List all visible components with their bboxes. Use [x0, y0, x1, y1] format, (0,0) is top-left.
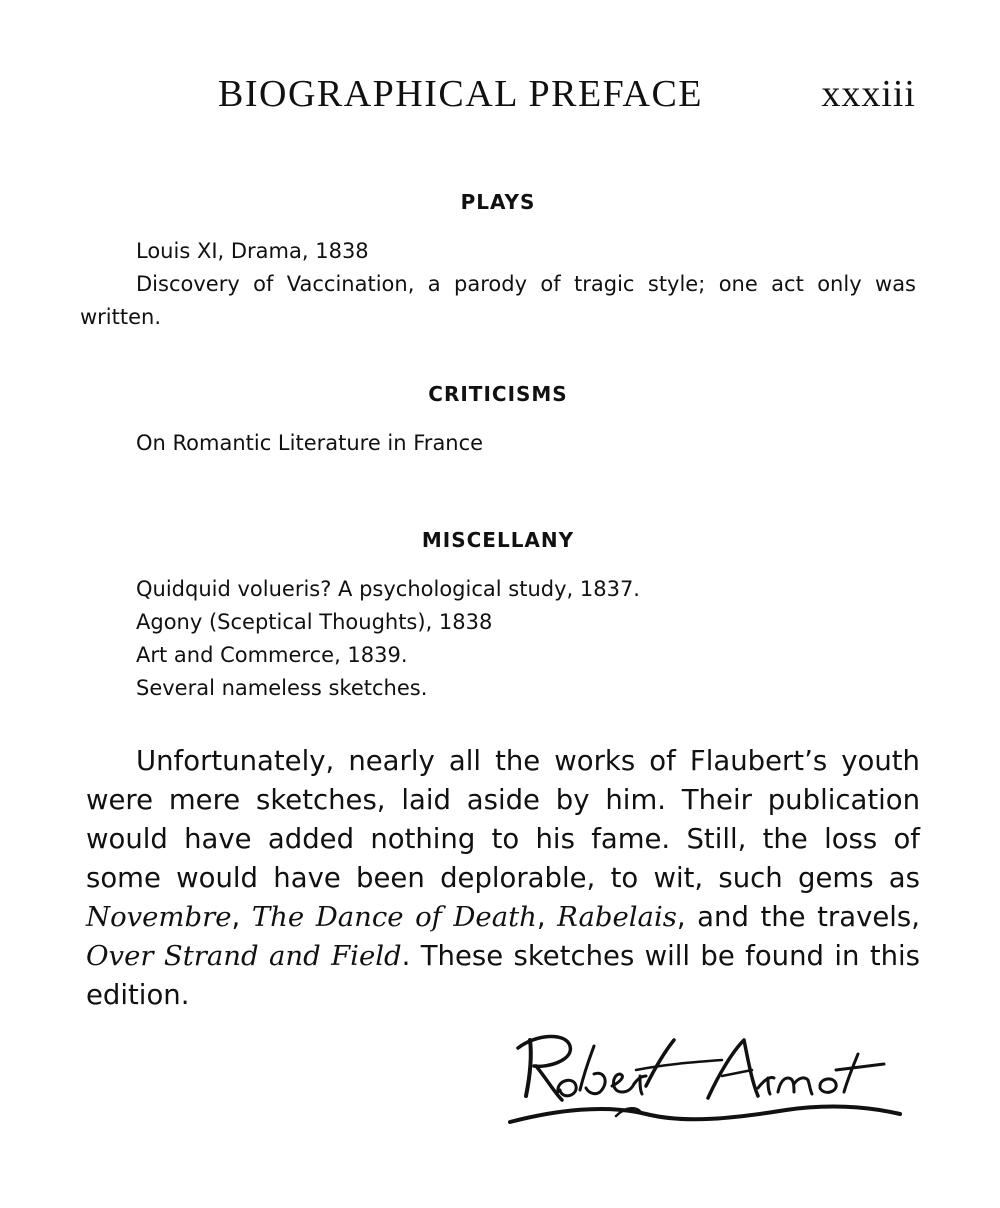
list-item: Several nameless sketches. — [136, 676, 428, 700]
work-title-rabelais: Rabelais — [557, 901, 677, 933]
section-heading-plays: PLAYS — [460, 190, 536, 214]
paragraph-text: . These sketches will be found in this edition. — [86, 940, 920, 1011]
page-number: xxxiii — [821, 73, 916, 115]
section-heading-miscellany: MISCELLANY — [421, 528, 575, 552]
separator: , — [536, 901, 558, 933]
work-title-novembre: Novembre — [86, 901, 232, 933]
list-item: Art and Commerce, 1839. — [136, 643, 408, 667]
section-miscellany — [80, 525, 916, 705]
paragraph-text: Unfortunately, nearly all the works of Flaubert’s youth were mere sketches, laid aside by him. Their publication would have added nothing to his fame. Still, the loss of some would have been deplorable, to wit, such gems as — [86, 745, 920, 894]
closing-paragraph — [86, 742, 920, 1015]
list-item: Discovery of Vaccination, a parody of tragic style; one act only was written. — [80, 272, 916, 329]
signature — [496, 1026, 926, 1136]
running-head — [218, 72, 916, 116]
section-heading-criticisms: CRITICISMS — [428, 382, 568, 406]
miscellany-list — [80, 573, 916, 705]
list-item: On Romantic Literature in France — [136, 431, 484, 455]
section-plays — [80, 187, 916, 334]
paragraph-text: , and the travels, — [676, 901, 920, 933]
work-title-dance-of-death: The Dance of Death — [251, 901, 537, 933]
separator: , — [231, 901, 252, 933]
plays-list — [80, 235, 916, 334]
list-item: Quidquid volueris? A psychological study, 1837. — [136, 577, 640, 601]
work-title-over-strand-and-field: Over Strand and Field — [86, 940, 402, 972]
list-item: Louis XI, Drama, 1838 — [136, 239, 369, 263]
section-criticisms — [80, 379, 916, 460]
criticisms-list — [80, 427, 916, 460]
running-head-title: BIOGRAPHICAL PREFACE — [218, 73, 703, 115]
list-item: Agony (Sceptical Thoughts), 1838 — [136, 610, 493, 634]
